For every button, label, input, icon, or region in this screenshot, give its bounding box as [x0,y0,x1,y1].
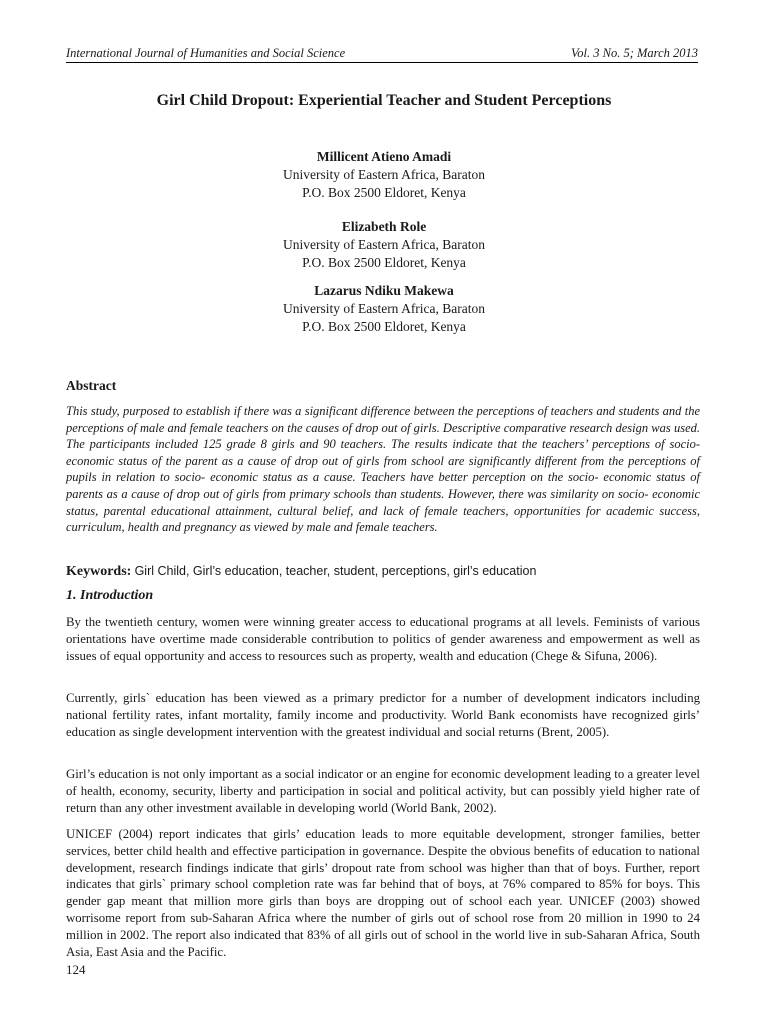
author-address: P.O. Box 2500 Eldoret, Kenya [302,185,466,200]
body-paragraph: Currently, girls` education has been viewed as a primary predictor for a number of development indicators including national fertility rates, infant mortality, family income and productivity. World Bank economists have recognized girls’ education as single development intervention with the greatest individual and social returns (Brent, 2005). [66,691,700,739]
author-affiliation: University of Eastern Africa, Baraton [282,167,486,182]
author-block-1 [0,148,768,202]
paper-title: Girl Child Dropout: Experiential Teacher and Student Perceptions [156,92,612,109]
author-block-3 [0,282,768,336]
author-address: P.O. Box 2500 Eldoret, Kenya [302,319,466,334]
journal-name: International Journal of Humanities and Social Science [66,46,346,60]
keywords-label: Keywords: [66,564,132,579]
volume-issue: Vol. 3 No. 5; March 2013 [571,46,698,60]
keywords [66,563,700,580]
body-paragraph: Girl’s education is not only important as a social indicator or an engine for economic development leading to a greater level of health, economy, security, liberty and participation in social and political activity, but can possibly yield higher rate of return than any other investment available in developing world (World Bank, 2002). [66,767,700,815]
author-name: Elizabeth Role [341,219,427,234]
author-affiliation: University of Eastern Africa, Baraton [282,237,486,252]
running-header [66,46,698,61]
header-rule [66,62,698,63]
author-name: Millicent Atieno Amadi [316,149,452,164]
author-affiliation: University of Eastern Africa, Baraton [282,301,486,316]
abstract-text: This study, purposed to establish if there was a significant difference between the perceptions of teachers and students and the perceptions of male and female teachers on the causes of drop out of girls. Descriptive comparative research design was used. The participants included 125 grade 8 girls and 90 teachers. The results indicate that the teachers’ perceptions of socio- economic status of the parent as a cause of drop out of girls from school are significantly different from the perceptions of pupils in relation to socio- economic status as a cause. Teachers have better perception on the socio- economic status of parents as a cause of drop out of girls from primary schools than students. However, there was similarity on socio- economic status, parental educational attainment, cultural belief, and lack of female teachers, opportunities for academic success, curriculum, health and pregnancy as viewed by male and female teachers. [66,404,700,535]
body-paragraph: UNICEF (2004) report indicates that girls’ education leads to more equitable development, stronger families, better services, better child health and effective participation in governance. Despite the obvious benefits of education to national development, research findings indicate that girls’ dropout rate from school was higher than that of boys. Further, report indicates that girls` primary school completion rate was far behind that of boys, at 76% compared to 85% for boys. This gender gap meant that million more girls than boys are dropping out of school each year. UNICEF (2003) showed worrisome report from sub-Saharan Africa where the number of girls out of school rose from 20 million in 1990 to 24 million in 2002. The report also indicated that 83% of all girls out of school in the world live in sub-Saharan Africa, South Asia, East Asia and the Pacific. [66,827,700,959]
section-heading-introduction: 1. Introduction [66,588,154,603]
page-number: 124 [66,962,86,977]
abstract-heading: Abstract [66,378,117,393]
author-block-2 [0,218,768,272]
author-name: Lazarus Ndiku Makewa [314,283,454,298]
keywords-text: Girl Child, Girl’s education, teacher, student, perceptions, girl’s education [134,564,537,578]
body-paragraph: By the twentieth century, women were winning greater access to educational programs at all levels. Feminists of various orientations have overtime made considerable contribution to politics of gender awareness and empowerment as well as issues of equal opportunity and access to resources such as property, wealth and education (Chege & Sifuna, 2006). [66,615,700,663]
author-address: P.O. Box 2500 Eldoret, Kenya [302,255,466,270]
